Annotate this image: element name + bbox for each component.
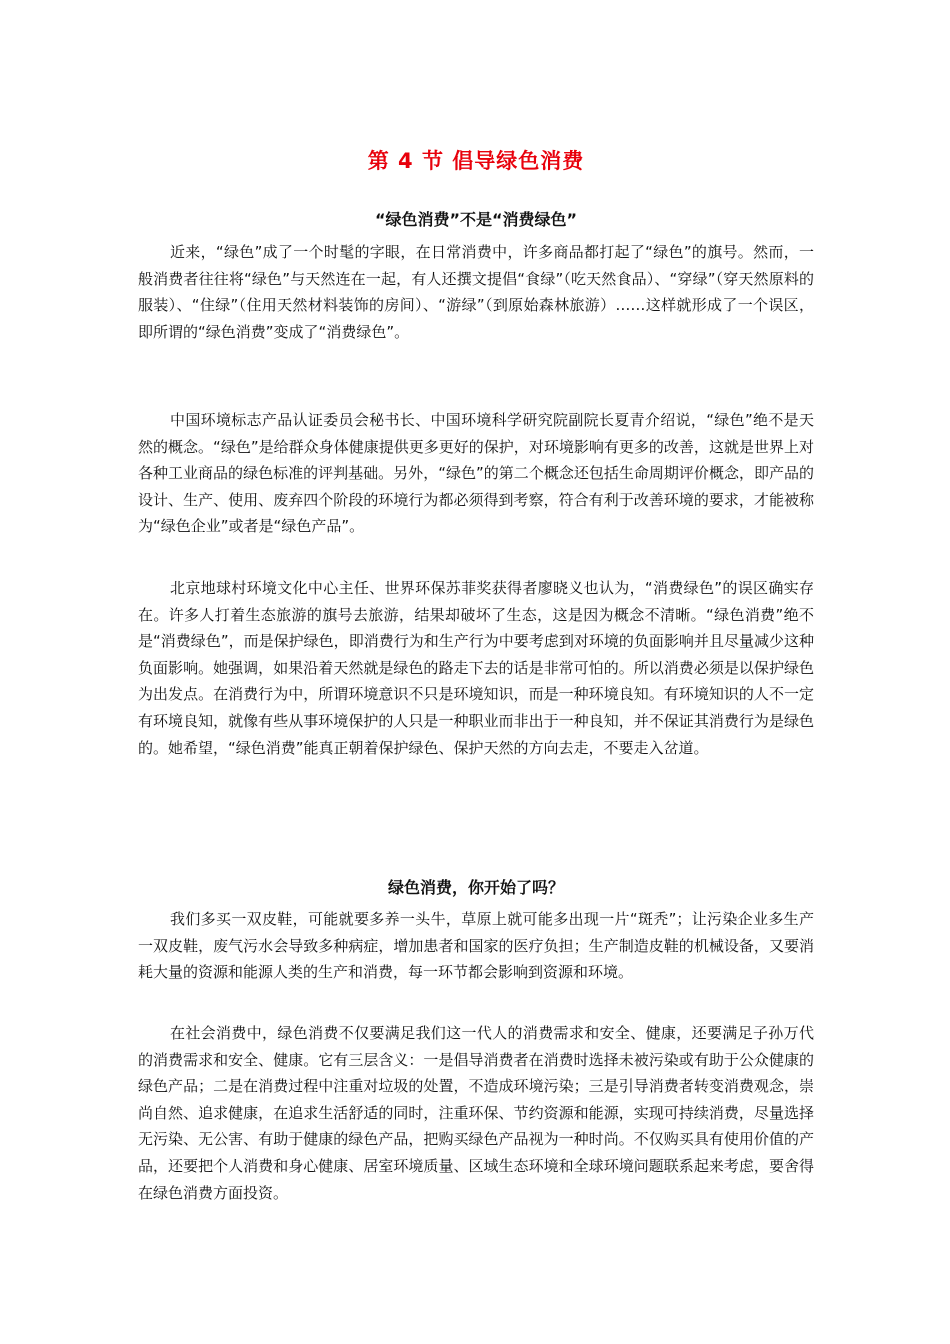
paragraph: 在社会消费中，绿色消费不仅要满足我们这一代人的消费需求和安全、健康，还要满足子孙万代的消费需求和安全、健康。它有三层含义：一是倡导消费者在消费时选择未被污染或有助于公众健康的绿色产品；二是在消费过程中注重对垃圾的处置，不造成环境污染；三是引导消费者转变消费观念，崇尚自然、追求健康，在追求生活舒适的同时，注重环保、节约资源和能源，实现可持续消费，尽量选择无污染、无公害、有助于健康的绿色产品，把购买绿色产品视为一种时尚。不仅购买具有使用价值的产品，还要把个人消费和身心健康、居室环境质量、区域生态环境和全球环境问题联系起来考虑，要舍得在绿色消费方面投资。 — [138, 1024, 814, 1202]
paragraph: 我们多买一双皮鞋，可能就要多养一头牛，草原上就可能多出现一片“斑秃”；让污染企业多生产一双皮鞋，废气污水会导致多种病症，增加患者和国家的医疗负担；生产制造皮鞋的机械设备，又要消耗大量的资源和能源人类的生产和消费，每一环节都会影响到资源和环境。 — [138, 910, 814, 982]
paragraph: 北京地球村环境文化中心主任、世界环保苏菲奖获得者廖晓义也认为，“消费绿色”的误区确实存在。许多人打着生态旅游的旗号去旅游，结果却破坏了生态，这是因为概念不清晰。“绿色消费”绝不是“消费绿色”，而是保护绿色，即消费行为和生产行为中要考虑到对环境的负面影响并且尽量减少这种负面影响。她强调，如果沿着天然就是绿色的路走下去的话是非常可怕的。所以消费必须是以保护绿色为出发点。在消费行为中，所谓环境意识不只是环境知识，而是一种环境良知。有环境知识的人不一定有环境良知，就像有些从事环境保护的人只是一种职业而非出于一种良知，并不保证其消费行为是绿色的。她希望，“绿色消费”能真正朝着保护绿色、保护天然的方向去走，不要走入岔道。 — [138, 579, 814, 757]
section-heading: “绿色消费”不是“消费绿色” — [374, 210, 578, 229]
section-heading: 绿色消费，你开始了吗？ — [387, 878, 564, 897]
page-title: 第 4 节 倡导绿色消费 — [367, 149, 585, 173]
paragraph: 近来，“绿色”成了一个时髦的字眼，在日常消费中，许多商品都打起了“绿色”的旗号。然而，一般消费者往往将“绿色”与天然连在一起，有人还撰文提倡“食绿”（吃天然食品）、“穿绿”（穿天然原料的服装）、“住绿”（住用天然材料装饰的房间）、“游绿”（到原始森林旅游）……这样就形成了一个误区，即所谓的“绿色消费”变成了“消费绿色”。 — [138, 243, 814, 341]
paragraph: 中国环境标志产品认证委员会秘书长、中国环境科学研究院副院长夏青介绍说，“绿色”绝不是天然的概念。“绿色”是给群众身体健康提供更多更好的保护，对环境影响有更多的改善，这就是世界上对各种工业商品的绿色标准的评判基础。另外，“绿色”的第二个概念还包括生命周期评价概念，即产品的设计、生产、使用、废弃四个阶段的环境行为都必须得到考察，符合有利于改善环境的要求，才能被称为“绿色企业”或者是“绿色产品”。 — [138, 411, 814, 536]
